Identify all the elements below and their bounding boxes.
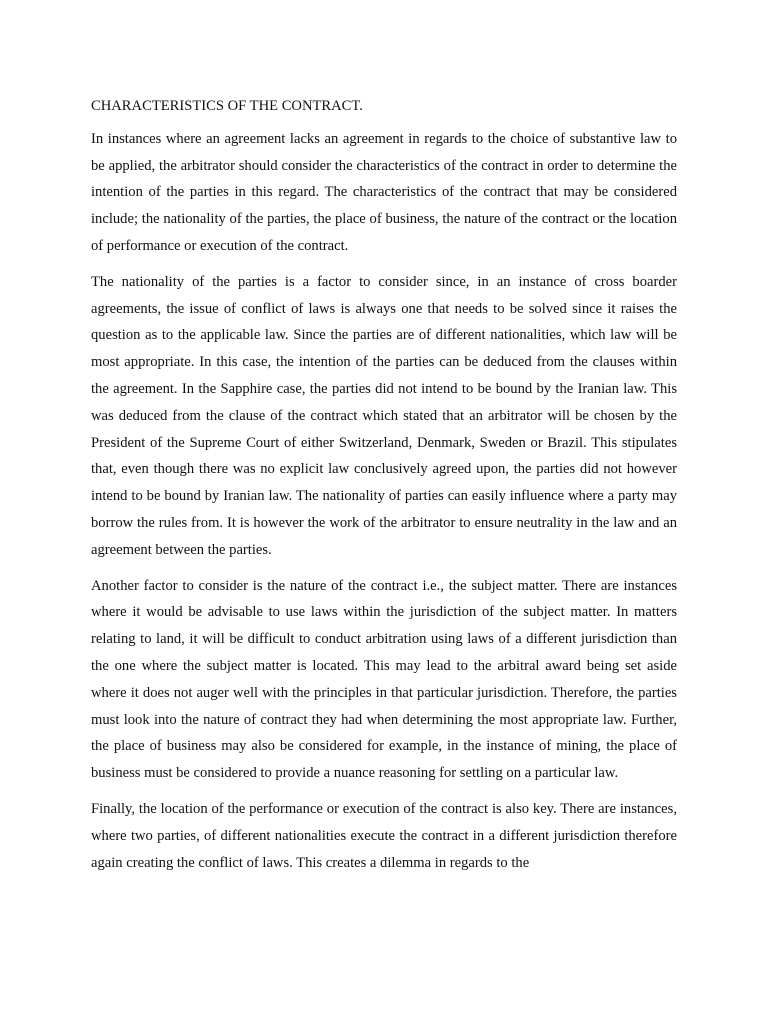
paragraph-location-of-performance: Finally, the location of the performance or execution of the contract is also key. There are instances, where two parties, of different nationalities execute the contract in a different jurisdiction therefore again creating the conflict of laws. This creates a dilemma in regards to the <box>91 800 677 871</box>
paragraph-nature-of-contract: Another factor to consider is the nature of the contract i.e., the subject matter. There are instances where it would be advisable to use laws within the jurisdiction of the subject matter. In matters relating to land, it will be difficult to conduct arbitration using laws of a different jurisdiction than the one where the subject matter is located. This may lead to the arbitral award being set aside where it does not auger well with the principles in that particular jurisdiction. Therefore, the parties must look into the nature of contract they had when determining the most appropriate law. Further, the place of business may also be considered for example, in the instance of mining, the place of business must be considered to provide a nuance reasoning for settling on a particular law. <box>91 577 677 782</box>
section-heading: CHARACTERISTICS OF THE CONTRACT. <box>91 98 363 114</box>
paragraph-nationality: The nationality of the parties is a factor to consider since, in an instance of cross boarder agreements, the issue of conflict of laws is always one that needs to be solved since it raises the question as to the applicable law. Since the parties are of different nationalities, which law will be most appropriate. In this case, the intention of the parties can be deduced from the clauses within the agreement. In the Sapphire case, the parties did not intend to be bound by the Iranian law. This was deduced from the clause of the contract which stated that an arbitrator will be chosen by the President of the Supreme Court of either Switzerland, Denmark, Sweden or Brazil. This stipulates that, even though there was no explicit law conclusively agreed upon, the parties did not however intend to be bound by Iranian law. The nationality of parties can easily influence where a party may borrow the rules from. It is however the work of the arbitrator to ensure neutrality in the law and an agreement between the parties. <box>91 273 677 558</box>
paragraph-intro: In instances where an agreement lacks an agreement in regards to the choice of substantive law to be applied, the arbitrator should consider the characteristics of the contract in order to determine the intention of the parties in this regard. The characteristics of the contract that may be considered include; the nationality of the parties, the place of business, the nature of the contract or the location of performance or execution of the contract. <box>91 130 677 254</box>
document-body <box>91 93 677 885</box>
